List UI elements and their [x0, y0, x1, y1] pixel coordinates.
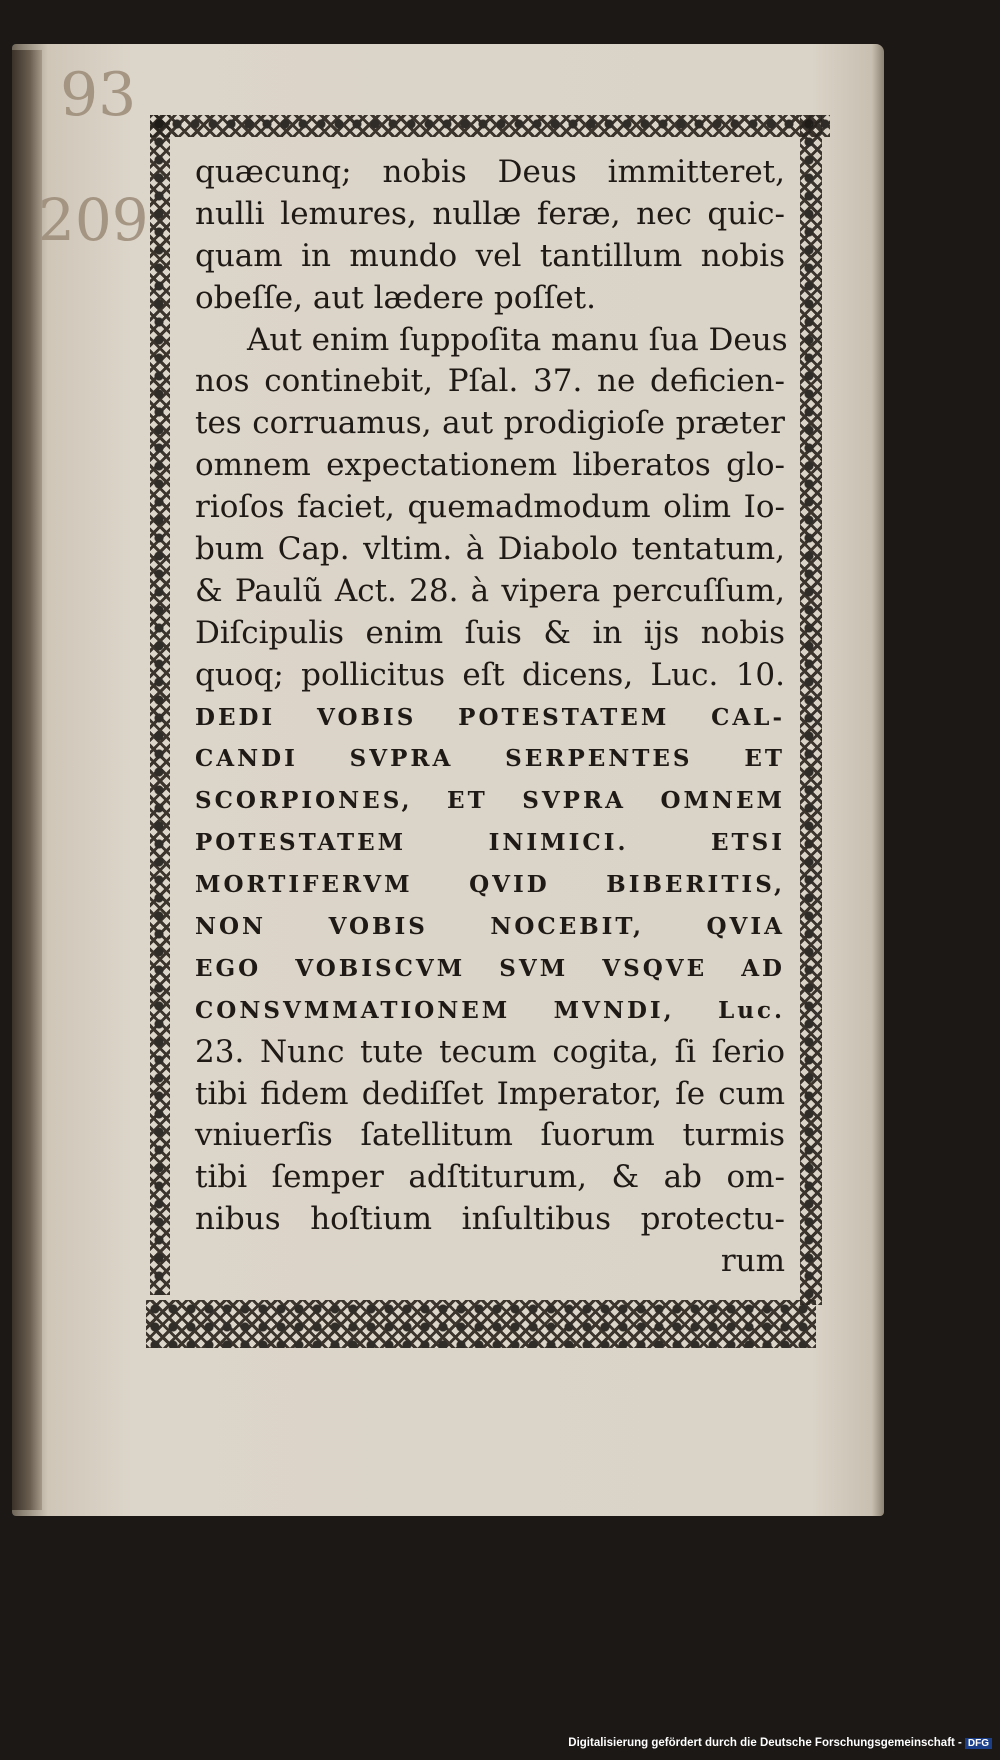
text-line: obeſſe, aut lædere poſſet.	[195, 279, 596, 316]
text-line: quæcunq; nobis Deus immitteret,	[195, 154, 785, 190]
text-line: POTESTATEM INIMICI. ETSI	[195, 829, 785, 857]
footer-text: Digitalisierung gefördert durch die Deutsche Forschungsgemeinschaft -	[568, 1737, 962, 1749]
text-line: 23. Nunc tute tecum cogita, ſi ſerio	[195, 1033, 785, 1070]
text-line: tes corruamus, aut prodigioſe præter	[195, 405, 785, 442]
text-line: CANDI SVPRA SERPENTES ET	[195, 745, 785, 773]
text-line: NON VOBIS NOCEBIT, QVIA	[195, 913, 785, 941]
text-line: & Paulũ Act. 28. à vipera percuſſum,	[195, 572, 785, 609]
text-line: Aut enim ſuppoſita manu ſua Deus	[247, 321, 788, 358]
text-line: nulli lemures, nullæ feræ, nec quic-	[195, 195, 785, 232]
text-line: SCORPIONES, ET SVPRA OMNEM	[195, 787, 785, 815]
border-right	[800, 115, 822, 1305]
handwritten-shelf-mark: 93	[60, 60, 137, 130]
text-line: rum	[720, 1243, 785, 1280]
text-line: bum Cap. vltim. à Diabolo tentatum,	[195, 531, 785, 568]
border-bottom	[146, 1300, 816, 1348]
text-line: Diſcipulis enim ſuis & in ijs nobis	[195, 614, 785, 651]
book-edge	[12, 50, 42, 1510]
handwritten-number: 209	[38, 186, 149, 254]
page-text	[195, 152, 788, 1283]
border-left	[150, 115, 170, 1295]
border-top	[150, 115, 830, 137]
text-line: nos continebit, Pſal. 37. ne deficien-	[195, 363, 785, 400]
text-line: tibi ſemper adſtiturum, & ab om-	[195, 1159, 785, 1196]
text-line: DEDI VOBIS POTESTATEM CAL-	[195, 703, 785, 731]
footer-credit	[568, 1737, 992, 1749]
text-line: vniuerſis ſatellitum ſuorum turmis	[195, 1117, 785, 1154]
text-line: CONSVMMATIONEM MVNDI, Luc.	[195, 996, 785, 1024]
text-line: quoq; pollicitus eſt dicens, Luc. 10.	[195, 656, 785, 693]
text-line: quam in mundo vel tantillum nobis	[195, 237, 785, 274]
text-line: EGO VOBISCVM SVM VSQVE AD	[195, 954, 785, 982]
text-line: tibi fidem dediſſet Imperator, ſe cum	[195, 1075, 785, 1112]
dfg-logo: DFG	[965, 1738, 992, 1749]
text-line: rioſos faciet, quemadmodum olim Io-	[195, 489, 785, 526]
text-line: MORTIFERVM QVID BIBERITIS,	[195, 871, 785, 899]
text-line: omnem expectationem liberatos glo-	[195, 447, 785, 484]
text-line: nibus hoſtium inſultibus protectu-	[195, 1201, 785, 1238]
